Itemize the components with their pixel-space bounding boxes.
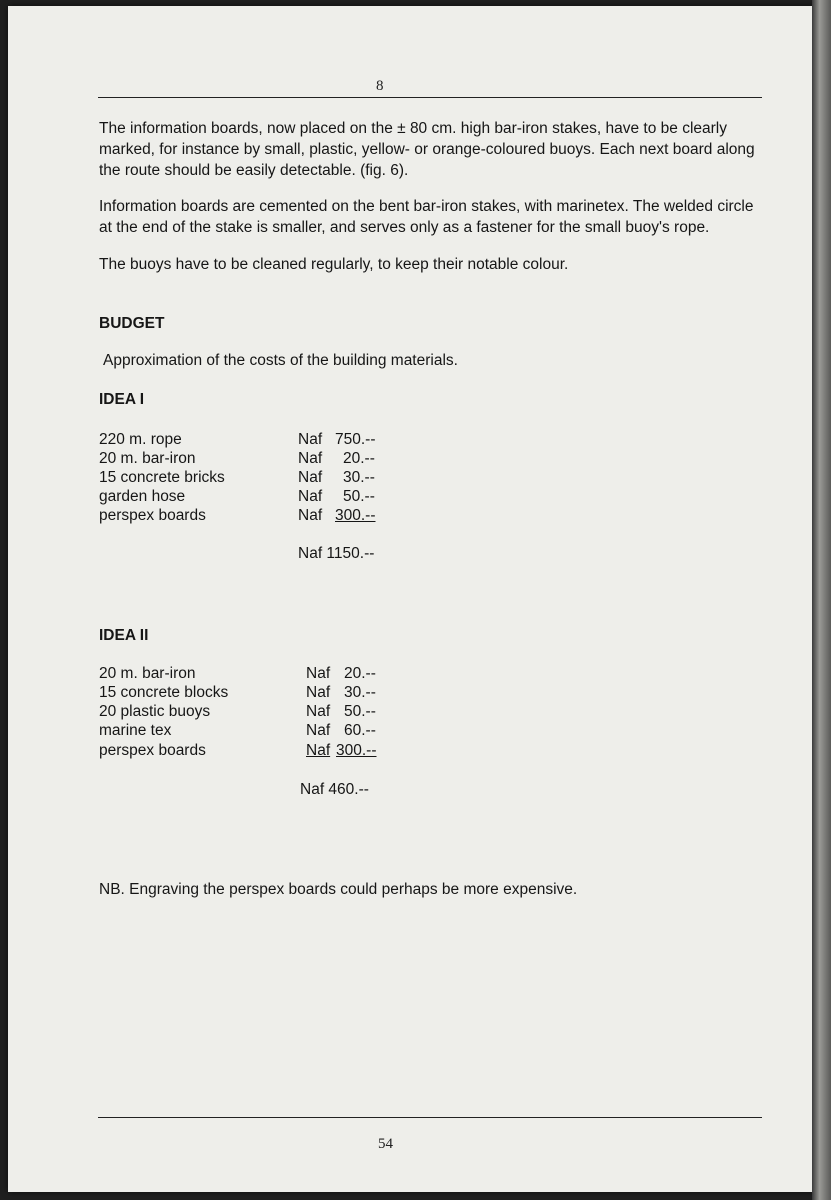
paragraph-marinetex: Information boards are cemented on the bent bar-iron stakes, with marinetex. The welded circle at the end of the stake is smaller, and serves only as a fastener for the small buoy's rope. (99, 198, 754, 236)
idea1-item: 220 m. rope (99, 431, 182, 448)
idea2-item: perspex boards (99, 742, 206, 759)
idea2-amount: 60.-- (344, 722, 376, 739)
header-rule (98, 97, 762, 98)
page-binding-edge (812, 0, 831, 1200)
budget-note: NB. Engraving the perspex boards could perhaps be more expensive. (99, 881, 578, 898)
idea2-currency: Naf (306, 722, 331, 739)
idea2-item: 20 plastic buoys (99, 703, 211, 720)
idea2-heading: IDEA II (99, 627, 149, 644)
idea1-total-amount: Naf 1150.-- (298, 545, 375, 562)
idea1-currency: Naf (298, 450, 323, 467)
idea1-heading: IDEA I (99, 391, 145, 408)
idea1-item: 20 m. bar-iron (99, 450, 196, 467)
paragraph-buoys: The information boards, now placed on the ± 80 cm. high bar-iron stakes, have to be clearly marked, for instance by small, plastic, yellow- or orange-coloured buoys. Each next board along the route should be easily detectable. (fig. 6). (99, 120, 755, 179)
idea1-currency: Naf (298, 431, 323, 448)
idea2-item: marine tex (99, 722, 172, 739)
idea1-item: perspex boards (99, 507, 206, 524)
idea2-amount: 20.-- (344, 665, 376, 682)
page-number-bottom: 54 (378, 1136, 393, 1152)
idea1-currency: Naf (298, 507, 323, 524)
idea1-currency: Naf (298, 469, 323, 486)
idea2-currency: Naf (306, 703, 331, 720)
idea2-amount: 50.-- (344, 703, 376, 720)
idea2-item: 15 concrete blocks (99, 684, 229, 701)
idea2-amount: 300.-- (336, 742, 377, 759)
idea2-amount: 30.-- (344, 684, 376, 701)
budget-intro: Approximation of the costs of the building materials. (103, 352, 458, 369)
idea1-amount: 20.-- (343, 450, 375, 467)
idea1-item: garden hose (99, 488, 186, 505)
idea1-amount: 30.-- (343, 469, 375, 486)
idea1-currency: Naf (298, 488, 323, 505)
idea1-amount: 50.-- (343, 488, 375, 505)
idea1-amount: 300.-- (335, 507, 376, 524)
page-number-top: 8 (376, 78, 384, 94)
idea2-currency: Naf (306, 742, 331, 759)
idea2-currency: Naf (306, 665, 331, 682)
idea1-amount: 750.-- (335, 431, 376, 448)
idea2-total-amount: Naf 460.-- (300, 781, 369, 798)
idea2-currency: Naf (306, 684, 331, 701)
idea2-item: 20 m. bar-iron (99, 665, 196, 682)
document-page (8, 6, 818, 1192)
footer-rule (98, 1117, 762, 1118)
idea1-item: 15 concrete bricks (99, 469, 225, 486)
paragraph-cleaning: The buoys have to be cleaned regularly, to keep their notable colour. (99, 256, 569, 273)
budget-heading: BUDGET (99, 315, 165, 332)
